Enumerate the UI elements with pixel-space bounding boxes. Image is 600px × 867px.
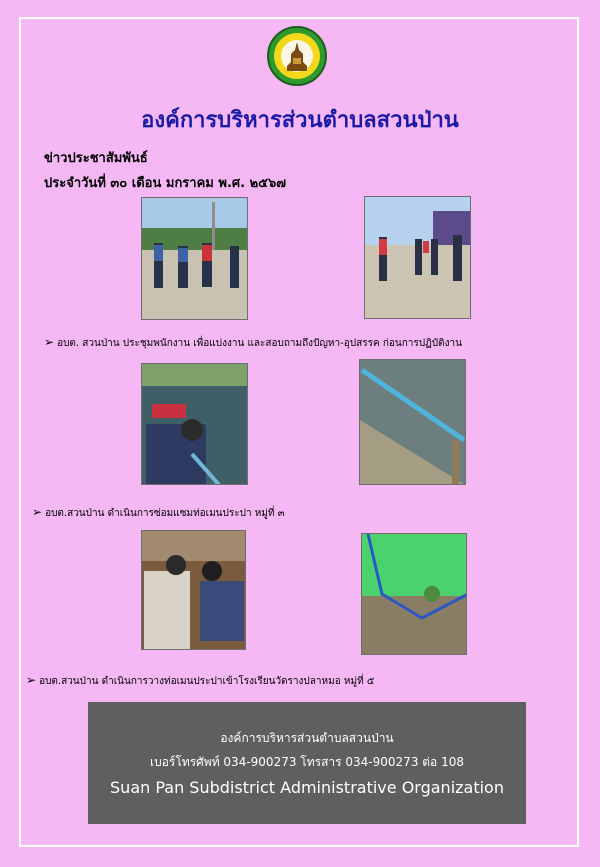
pipe-laying-photo-2 [361, 533, 467, 655]
pipe-laying-photo-1 [141, 530, 246, 650]
footer-org-thai: องค์การบริหารส่วนตำบลสวนป่าน [220, 731, 394, 745]
pipe-repair-photo-2 [359, 359, 466, 485]
section-caption-3: ➢ อบต.สวนป่าน ดำเนินการวางท่อเมนประปาเข้าโรงเรียนวัดรางปลาหมอ หมู่ที่ ๕ [26, 673, 375, 687]
meeting-photo-1 [141, 197, 248, 320]
section-caption-2: ➢ อบต.สวนป่าน ดำเนินการซ่อมแซมท่อเมนประปา หมู่ที่ ๓ [32, 505, 285, 519]
footer-org-english: Suan Pan Subdistrict Administrative Organization [110, 778, 504, 797]
arrow-bullet-icon: ➢ [44, 335, 55, 349]
footer-panel [88, 702, 526, 824]
arrow-bullet-icon: ➢ [32, 505, 43, 519]
arrow-bullet-icon: ➢ [26, 673, 37, 687]
meeting-photo-2 [364, 196, 471, 319]
page-title: องค์การบริหารส่วนตำบลสวนป่าน [141, 107, 459, 132]
section-caption-1: ➢ อบต. สวนป่าน ประชุมพนักงาน เพื่อแบ่งงาน และสอบถามถึงปัญหา-อุปสรรค ก่อนการปฏิบัติงาน [44, 335, 462, 349]
pipe-repair-photo-1 [141, 363, 248, 485]
press-release-label: ข่าวประชาสัมพันธ์ [44, 151, 148, 166]
organization-logo [267, 26, 327, 86]
footer-contact: เบอร์โทรศัพท์ 034-900273 โทรสาร 034-900273 ต่อ 108 [150, 755, 464, 769]
press-release-date: ประจำวันที่ ๓๐ เดือน มกราคม พ.ศ. ๒๕๖๗ [44, 176, 287, 191]
